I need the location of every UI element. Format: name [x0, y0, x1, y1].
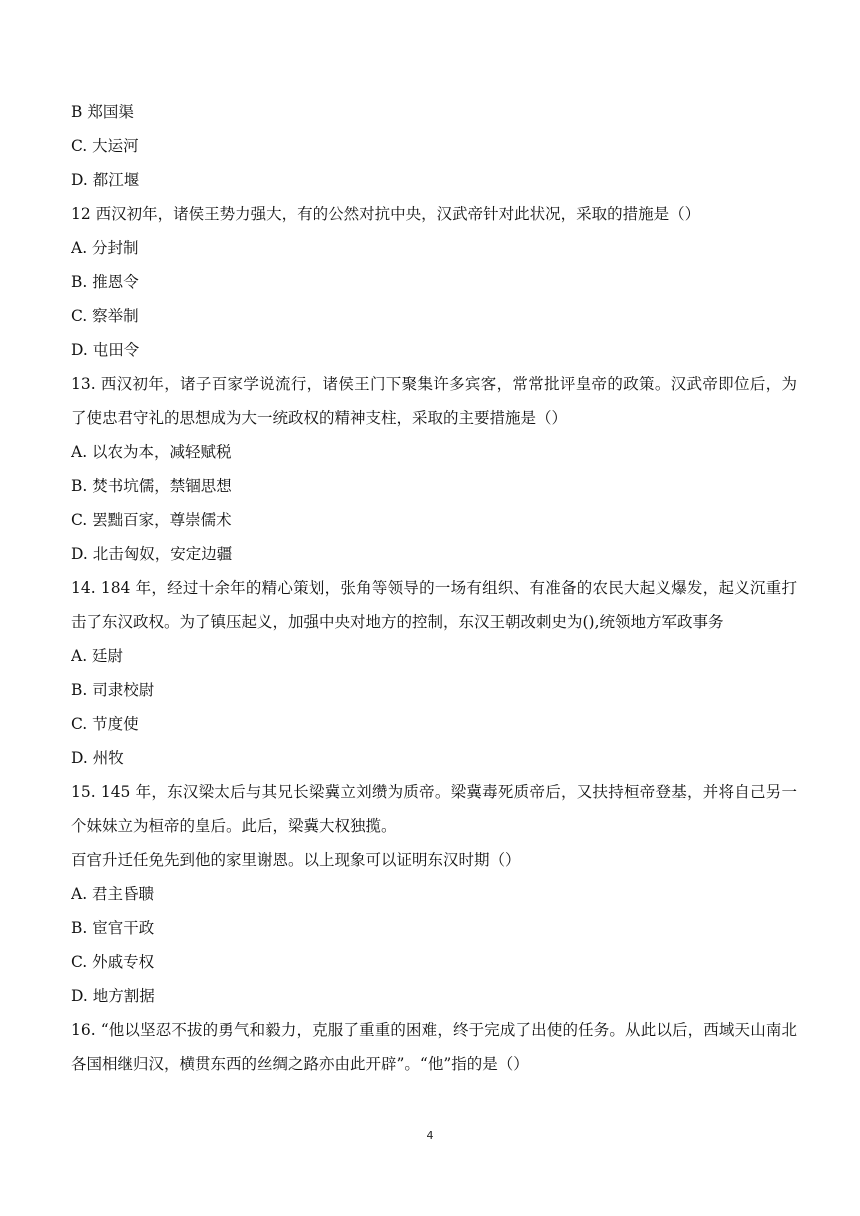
text-line: B. 司隶校尉: [71, 681, 155, 699]
text-line: D. 地方割据: [71, 987, 155, 1005]
text-line: B. 推恩令: [71, 273, 139, 291]
text-line: A. 廷尉: [71, 647, 124, 665]
text-line: D. 北击匈奴，安定边疆: [71, 545, 233, 563]
text-line: 12 西汉初年，诸侯王势力强大，有的公然对抗中央，汉武帝针对此状况，采取的措施是（）: [71, 205, 701, 223]
text-line: D. 州牧: [71, 749, 124, 767]
text-line: C. 外戚专权: [71, 953, 155, 971]
question-paragraph: 14. 184 年，经过十余年的精心策划，张角等领导的一场有组织、有准备的农民大起义爆发，起义沉重打击了东汉政权。为了镇压起义，加强中央对地方的控制，东汉王朝改刺史为(),统领地方军政事务: [71, 579, 797, 631]
text-line: C. 察举制: [71, 307, 139, 325]
text-line: C. 大运河: [71, 137, 139, 155]
text-line: A. 以农为本，减轻赋税: [71, 443, 232, 461]
page-number: 4: [426, 1129, 434, 1142]
text-line: B. 宦官干政: [71, 919, 155, 937]
text-line: C. 罢黜百家，尊崇儒术: [71, 511, 232, 529]
question-paragraph: 16. “他以坚忍不拔的勇气和毅力，克服了重重的困难，终于完成了出使的任务。从此以后，西域天山南北各国相继归汉，横贯东西的丝绸之路亦由此开辟”。“他”指的是（）: [71, 1021, 797, 1073]
text-line: A. 分封制: [71, 239, 139, 257]
question-paragraph: 13. 西汉初年，诸子百家学说流行，诸侯王门下聚集许多宾客，常常批评皇帝的政策。汉武帝即位后，为了使忠君守礼的思想成为大一统政权的精神支柱，采取的主要措施是（）: [71, 375, 797, 427]
text-line: C. 节度使: [71, 715, 139, 733]
text-line: A. 君主昏聩: [71, 885, 155, 903]
page-content: [71, 95, 797, 1081]
text-line: B 郑国渠: [71, 103, 134, 121]
question-paragraph: 15. 145 年，东汉梁太后与其兄长梁冀立刘缵为质帝。梁冀毒死质帝后，又扶持桓帝登基，并将自己另一个妹妹立为桓帝的皇后。此后，梁冀大权独揽。: [71, 783, 797, 835]
text-line: D. 都江堰: [71, 171, 140, 189]
text-line: D. 屯田令: [71, 341, 140, 359]
text-line: 百官升迁任免先到他的家里谢恩。以上现象可以证明东汉时期（）: [71, 851, 521, 869]
text-line: B. 焚书坑儒，禁锢思想: [71, 477, 232, 495]
